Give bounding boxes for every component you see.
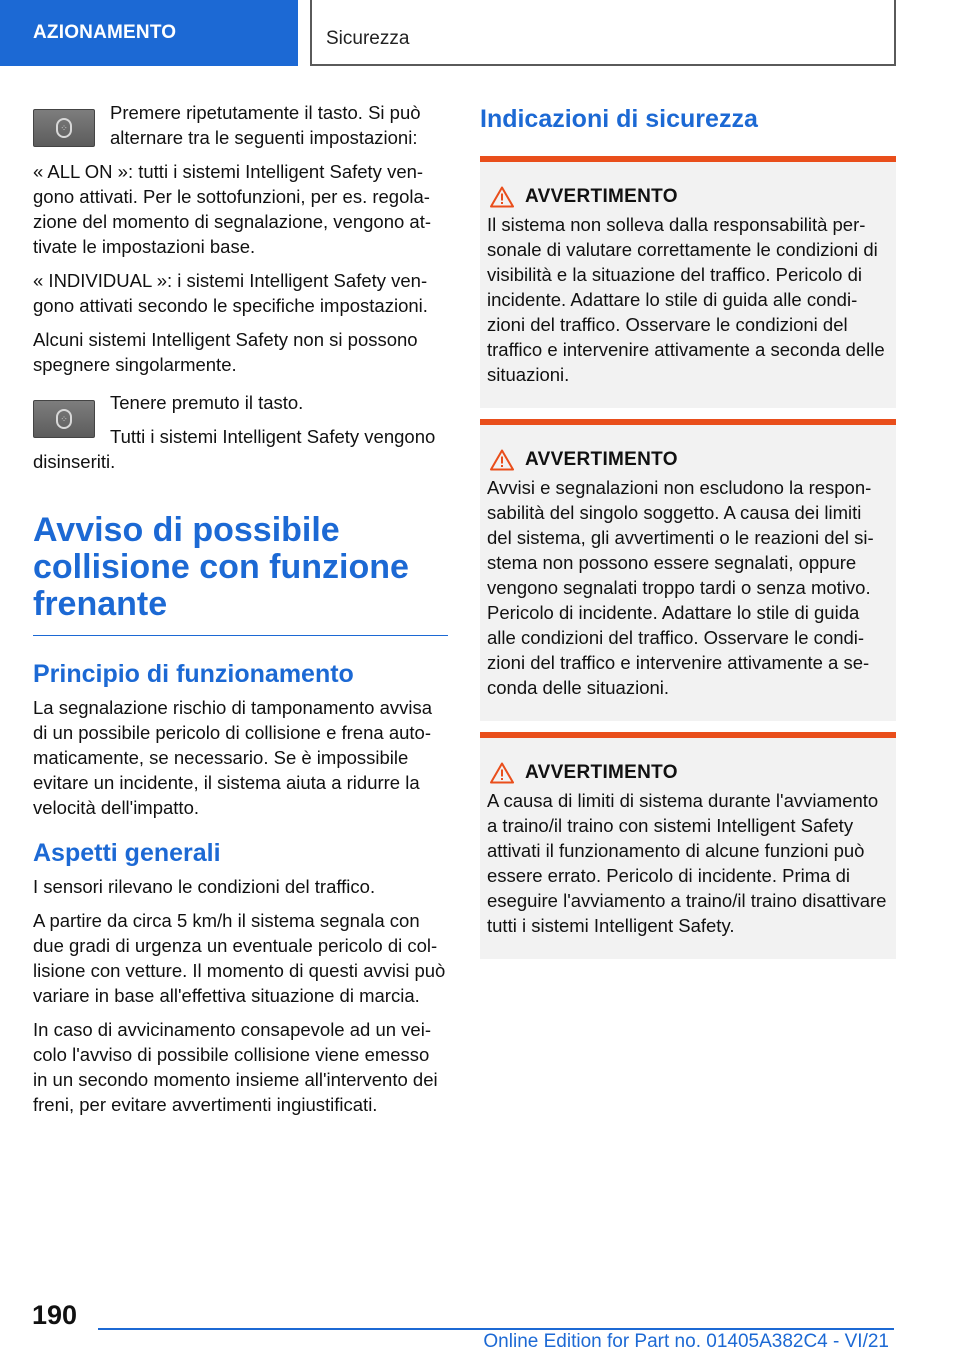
section-heading: Avviso di possibile collisione con funzione frenante — [33, 511, 409, 623]
chapter-tab — [312, 0, 896, 66]
warning-text: A causa di limiti di sistema durante l'avviamento a traino/il traino con sistemi Intelligent Safety attivati il funzionamento di alcune funzioni può essere errato. Pericolo di incidente. Prima di eseguire l'avviamento a traino/il traino disattivare tutti i sistemi Intelligent Safety. — [487, 790, 887, 936]
instruction-press-repeatedly: Premere ripetutamente il tasto. Si può alternare tra le seguenti impostazioni: — [110, 102, 421, 148]
footer-rule — [98, 1328, 894, 1330]
warning-title: AVVERTIMENTO — [525, 762, 678, 783]
option-all-on: « ALL ON »: tutti i sistemi Intelligent Safety vengono attivati. Per le sottofunzioni, per es. regolazione del momento di segnalazione, vengono attivate le impostazioni base. — [33, 161, 432, 257]
warning-triangle-icon — [490, 762, 514, 784]
warning-box-1 — [480, 156, 896, 408]
intelligent-safety-button-icon: ⁘ — [33, 109, 95, 147]
instruction-hold-result: Tutti i sistemi Intelligent Safety vengono disinseriti. — [33, 426, 436, 472]
warning-text: Avvisi e segnalazioni non escludono la responsabilità del singolo soggetto. A causa dei limiti del sistema, gli avvertimenti o le reazioni del sistema non possono essere segnalati, oppure vengono segnalati troppo tardi o senza motivo. Pericolo di incidente. Adattare lo stile di guida alle condizioni del traffico. Osservare le condizioni del traffico e intervenire attivamente a seconda delle situazioni. — [487, 477, 874, 698]
intelligent-safety-button-icon: ⁘ — [33, 400, 95, 438]
section-tab — [0, 0, 298, 66]
subheading-principle: Principio di funzionamento — [33, 660, 354, 688]
edition-note: Online Edition for Part no. 01405A382C4 - VI/21 — [483, 1331, 889, 1352]
subheading-general: Aspetti generali — [33, 839, 221, 867]
button-instruction-2 — [33, 390, 448, 474]
section-title: AZIONAMENTO — [33, 22, 177, 43]
page-number: 190 — [32, 1300, 78, 1330]
warning-box-3 — [480, 732, 896, 959]
warning-box-2 — [480, 419, 896, 721]
instruction-hold-result-line — [33, 424, 448, 474]
right-column — [480, 100, 896, 959]
warning-triangle-icon — [490, 186, 514, 208]
option-individual: « INDIVIDUAL »: i sistemi Intelligent Safety vengono attivati secondo le specifiche impostazioni. — [33, 270, 428, 316]
chapter-title: Sicurezza — [326, 28, 410, 49]
instruction-hold: Tenere premuto il tasto. — [110, 392, 304, 413]
left-column — [33, 100, 448, 1117]
button-instruction-1 — [33, 100, 448, 150]
general-text-3: In caso di avvicinamento consapevole ad un veicolo l'avviso di possibile collisione viene emesso in un secondo momento insieme all'intervento dei freni, per evitare avvertimenti ingiustificati. — [33, 1019, 438, 1115]
general-text-2: A partire da circa 5 km/h il sistema segnala con due gradi di urgenza un eventuale pericolo di collisione con vetture. Il momento di questi avvisi può variare in base all'effettiva situazione di marcia. — [33, 910, 446, 1006]
note-not-switchable: Alcuni sistemi Intelligent Safety non si possono spegnere singolarmente. — [33, 329, 418, 375]
heading-rule — [33, 635, 448, 636]
warning-title: AVVERTIMENTO — [525, 449, 678, 470]
safety-heading: Indicazioni di sicurezza — [480, 105, 758, 133]
general-text-1: I sensori rilevano le condizioni del traffico. — [33, 876, 376, 897]
warning-text: Il sistema non solleva dalla responsabilità personale di valutare correttamente le condizioni di visibilità e la situazione del traffico. Pericolo di incidente. Adattare lo stile di guida alle condizioni del traffico. Osservare le condizioni del traffico e intervenire attivamente a seconda delle situazioni. — [487, 214, 885, 385]
warning-title: AVVERTIMENTO — [525, 186, 678, 207]
warning-triangle-icon — [490, 449, 514, 471]
principle-text: La segnalazione rischio di tamponamento avvisa di un possibile pericolo di collisione e frena automaticamente, se necessario. Se è impossibile evitare un incidente, il sistema aiuta a ridurre la velocità dell'impatto. — [33, 697, 433, 818]
